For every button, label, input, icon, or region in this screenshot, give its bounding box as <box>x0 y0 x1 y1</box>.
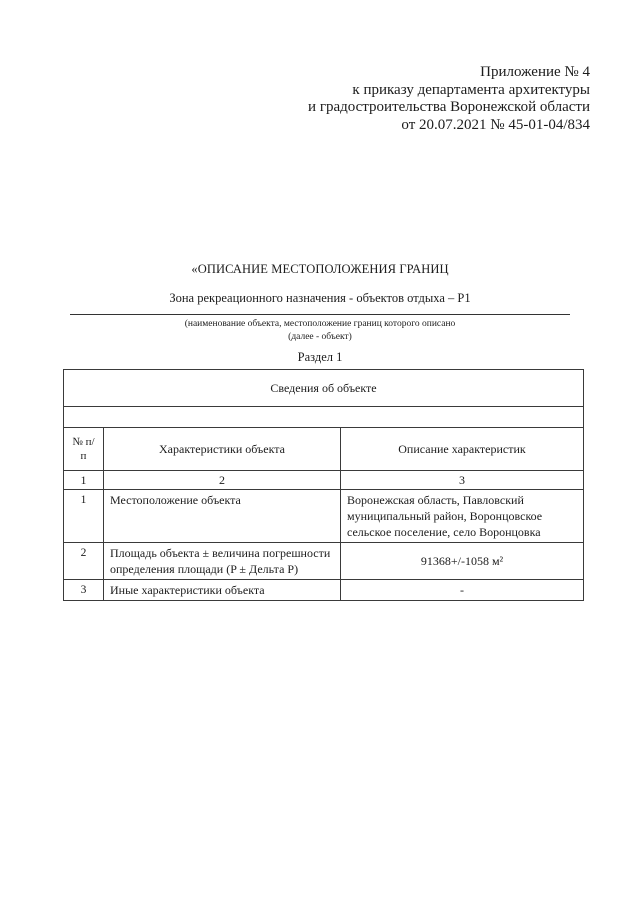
column-index: 1 <box>64 471 104 490</box>
table-row <box>64 543 584 580</box>
appendix-line-4: от 20.07.2021 № 45-01-04/834 <box>401 116 590 133</box>
row-characteristic: Иные характеристики объекта <box>104 580 341 601</box>
column-header-characteristic: Характеристики объекта <box>104 428 341 471</box>
appendix-line-1: Приложение № 4 <box>480 64 590 80</box>
row-description: Воронежская область, Павловский муниципальный район, Воронцовское сельское поселение, село Воронцовка <box>341 490 584 543</box>
row-description: 91368+/-1058 м² <box>341 543 584 580</box>
column-index: 3 <box>341 471 584 490</box>
row-number: 3 <box>64 580 104 601</box>
row-characteristic: Площадь объекта ± величина погрешности определения площади (P ± Дельта P) <box>104 543 341 580</box>
table-header: Сведения об объекте <box>64 370 584 407</box>
object-name-note <box>0 318 640 344</box>
object-info-table <box>63 369 584 601</box>
row-description: - <box>341 580 584 601</box>
note-line-1: (наименование объекта, местоположение границ которого описано <box>184 319 456 329</box>
table-empty-row <box>64 407 584 428</box>
section-title: Раздел 1 <box>297 350 343 364</box>
row-characteristic: Местоположение объекта <box>104 490 341 543</box>
column-header-description: Описание характеристик <box>341 428 584 471</box>
column-index: 2 <box>104 471 341 490</box>
column-index-row <box>64 471 584 490</box>
table-row <box>64 580 584 601</box>
table-row <box>64 490 584 543</box>
appendix-header <box>308 64 590 134</box>
underline-divider <box>70 314 570 315</box>
document-title: «ОПИСАНИЕ МЕСТОПОЛОЖЕНИЯ ГРАНИЦ <box>191 262 449 276</box>
appendix-line-2: к приказу департамента архитектуры <box>352 81 590 98</box>
column-header-number: № п/п <box>64 428 104 471</box>
note-line-2: (далее - объект) <box>288 332 352 342</box>
row-number: 1 <box>64 490 104 543</box>
row-number: 2 <box>64 543 104 580</box>
appendix-line-3: и градостроительства Воронежской области <box>308 99 590 115</box>
object-name: Зона рекреационного назначения - объектов отдыха – Р1 <box>169 291 471 305</box>
